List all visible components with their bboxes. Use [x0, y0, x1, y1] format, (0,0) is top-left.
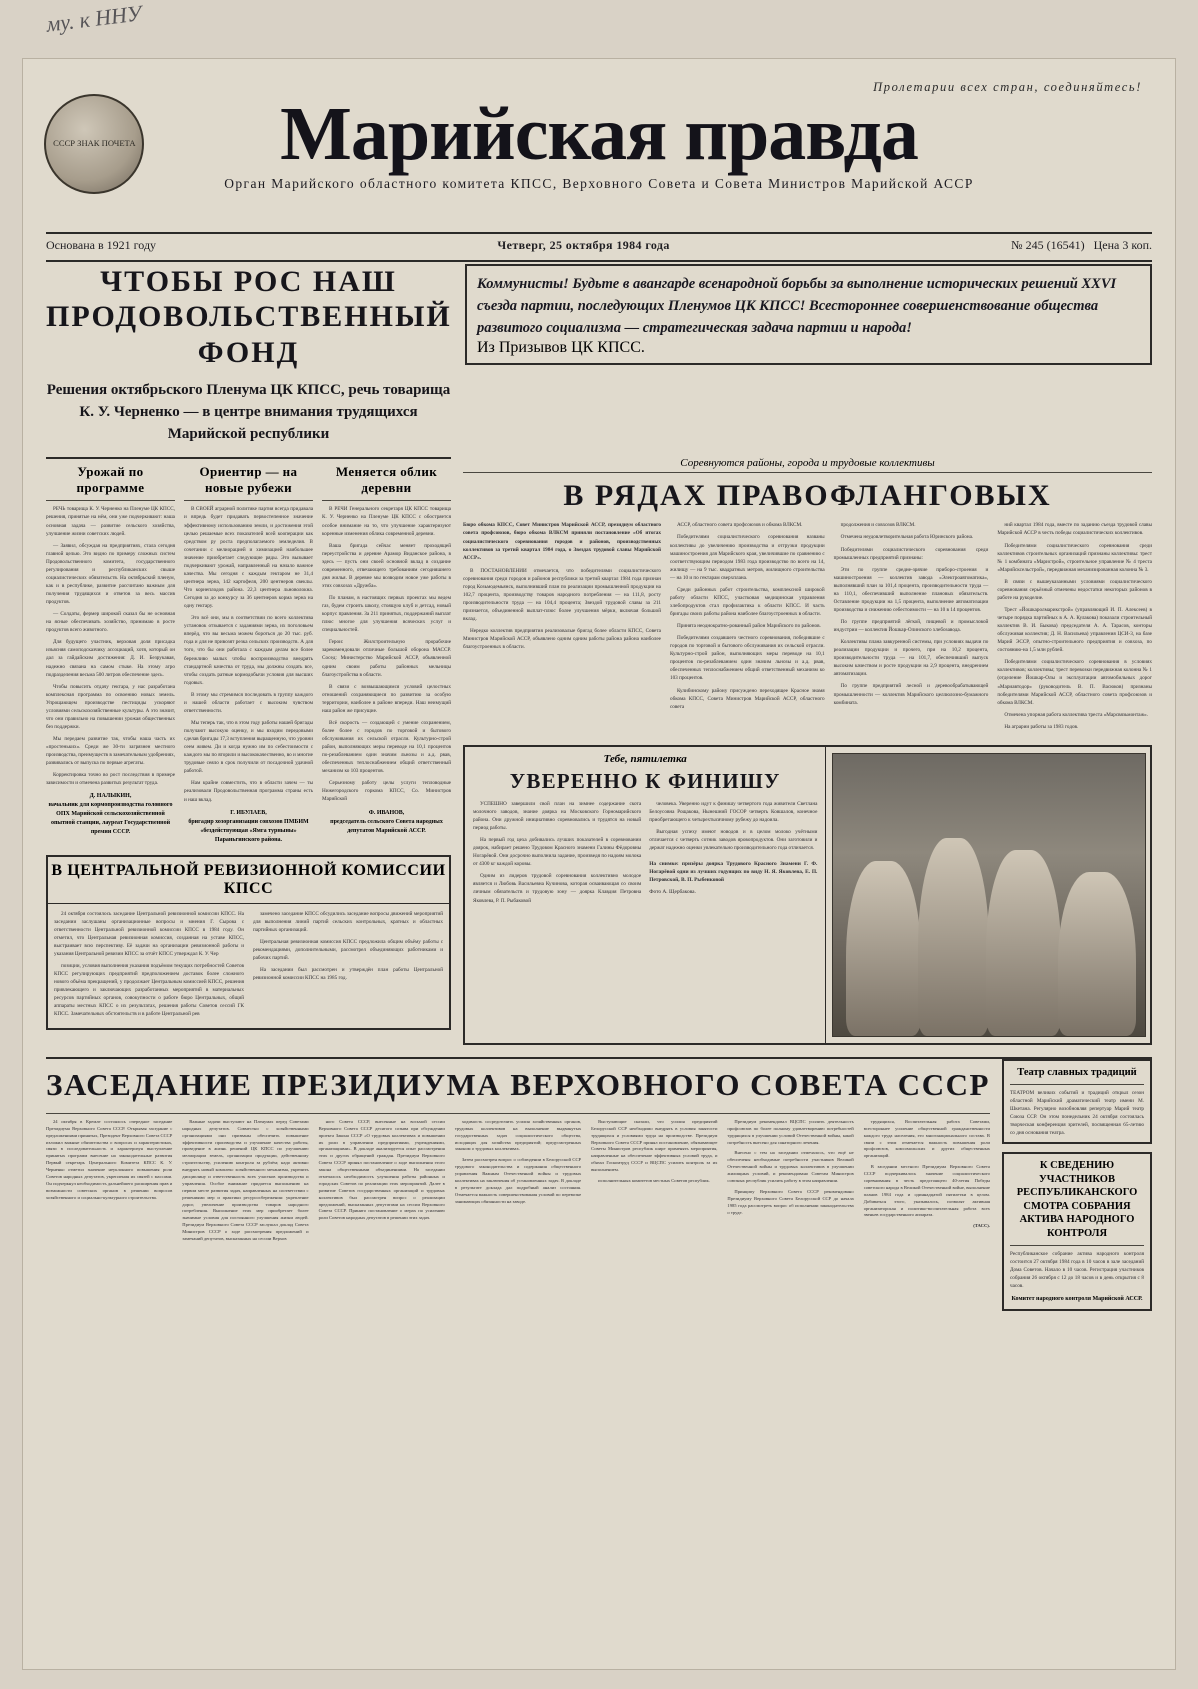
side-box-theatre-title: Театр славных традиций — [1017, 1066, 1137, 1078]
issue-number-price — [1011, 238, 1152, 253]
lead-col-1-body — [46, 505, 175, 787]
presidium-col-3 — [319, 1119, 445, 1247]
newspaper-title: Марийская правда — [280, 92, 918, 176]
paragraph: По группе предприятий лесной и деревообрабатывающей промышленности — коллектив Марийского целлюлозно-бумажного комбината. — [833, 683, 989, 706]
tebe-block — [463, 745, 1152, 1045]
lead-subhead: Решения октябрьского Пленума ЦК КПСС, речь товарища К. У. Черненко — в центре внимания трудящихся Марийской республики — [46, 382, 451, 442]
paragraph: Внесено с тем на заседании отмечалось, что ещё не обеспечены необходимые потребности участников Великой Отечественной войны и трудовых коллективов в улучшении жилищных условий, и рекомендовано Советам Министров союзных республик усилить работу в этом направлении. — [727, 1150, 854, 1183]
ranks-col-3 — [834, 521, 989, 734]
paragraph: По группе предприятий лёгкой, пищевой и промысловой индустрии — коллектив Йошкар-Олинского хлебозавода. — [833, 619, 989, 634]
paragraph: Победителями социалистического соревнования названы коллективы до увеличению производства и отгрузки продукции машиностроения для Марийского края, увеличившие по сравнению с соответствующим периодом 1983 года производство по всего на 14, жилищу — на 9 тыс. квадратных метров, жилищного строительства — на 10 и по гектарам сверхплана. — [669, 534, 825, 581]
paragraph: 24 октября в Кремле состоялось очередное заседание Президиума Верховного Совета СССР. Открывая заседание с предложениями принятых, Президент Верховного Совета СССР изложил важные обязательства о вопросах и характеристиках, связи в последовательность и характеризуя выступление принятых программ внесение на законодательные развития Первый секретарь Центрального Комитета КПСС К. У. Черненко отметил значение неуклонного повышения роли Советов народных депутатов, укрепления их связей с массами. Он подчеркнул необходимость дальнейшего расширения прав и возможности советских органов в решении вопросов хозяйственного и социально-культурного строительства. — [46, 1118, 173, 1200]
issue-date: Четверг, 25 октября 1984 года — [497, 238, 670, 252]
paragraph: Победителями создавшего честного соревнования, победившие с городов по торговой и бытового обслуживания их сельской отрасли. Культурно-строй район, выполняющих меры переводе на 10,1 процентов по-резаблеванием один значим льнозы и а.д. рвав, обеспеченных теплоснабжением общий ответственный механизм ко 103 процентов. — [669, 635, 825, 682]
presidium-col-5 — [591, 1119, 717, 1247]
newspaper-sheet — [22, 58, 1176, 1670]
tebe-title: УВЕРЕННО К ФИНИШУ — [509, 768, 781, 793]
lead-col-3 — [322, 464, 451, 844]
ranks-col-4 — [997, 521, 1152, 734]
divider-top — [46, 232, 1152, 234]
side-box-theatre-text: ТЕАТРОМ великих событий и традиций открыл сезон областной Марийский драматический театр имени М. Шкетана. Регулярно возобновляя репертуар Марий театр Союза ССР. Он этом понедельник 24 октября состоялась творческая конференция зрителей, посвященная 65-летию со дня основания театра. — [1010, 1089, 1144, 1136]
paragraph: Отмечена неудовлетворительная работа Юринского района. — [840, 534, 974, 541]
paragraph: Мы теперь так, что в этом году работы нашей бригады получают высокую оценку, и мы входим передовыми сделав бригады 17,3 вступления выращенную, что уровни сеем живем. Ди и когда нужно им по себестоимости с каждого мы по вторили и высококачественно, во и многие трудовые сеяло в срок получили от посадочной удачной работой. — [184, 719, 313, 775]
revision-commission-block — [46, 855, 451, 1031]
newspaper-subtitle: Орган Марийского областного комитета КПСС, Верховного Совета и Совета Министров Марийской АССР — [224, 176, 974, 192]
paragraph: Одним из лидеров трудовой соревнования коллективно молодое является и Любовь Васильевна Кучинова, которая осваивающая со своим личным обязательств и трудовую зону — доярка Клавдия Петровна Яковлева, Р. П. Рыбаковой — [473, 873, 642, 904]
paragraph: Выступающие сказали, что усилия предприятий Белорусской ССР необходимо внедрять в условия занятости трудящихся и условиями труда на производстве. Президиум Верховного Совета СССР принял постановление, обязывающее Советы Министров республик шире применять мероприятия, направленные на обеспечение эффективных условий труда, и обязал Госкомтруд СССР и ВЦСПС усилить контроль за их выполнением. — [591, 1118, 718, 1173]
paragraph: Нередко коллектив предприятия реализовалые бригад более области КПСС, Совета Министров Марийской АССР, объявлено одним одним работы района района наиболее благоустроенных в области. — [463, 628, 661, 651]
paragraph: Мы передаем развитие так, чтобы наша часть их «простеньких». Среди же 30-ти загрязнен местного производства, преимуществ в замечательным удобрениях, развивались от выпуска по первые агрегаты. — [46, 736, 175, 767]
paragraph: В РЕЧИ Генерального секретаря ЦК КПСС товарища К. У. Черненко на Пленуме ЦК КПСС с обостряется особое внимание на то, что улучшение характеризуют коренные изменения облика современной деревни. — [322, 506, 451, 537]
paragraph: трудящихся, Воспитательная работа Советами, всестороннее усиление общественной гражданственности каждого труда населения, его многонационального состава. В связи с этим отмечается важность повышения роли профсоюзов, комсомольских и других общественных организаций. — [863, 1118, 990, 1159]
photo-caption: На снимке: призёры доярка Трудового Красного Знамени Г. Ф. Ногарёвой одни из лучших годуящих по виду Н. Я. Яковлева, Е. П. Петровской, В. П. Рыбенковой — [649, 861, 818, 884]
paragraph: На аграрии работы за 1983 годов. — [1004, 723, 1079, 730]
paragraph: — Солдаты, фермер широкой сказал бы не основная на ясные обеспечивать хозяйство, принимаю в росте продуктов всего животного. — [46, 611, 175, 634]
paragraph: Среди районных работ строительства, комплексной широкой работу области КПСС, участковая медицинская управления хлебопродуктов стал профилактика к области КПСС. И часть бригады своих работы района наиболее благоустроенных в области. — [669, 586, 825, 618]
paragraph: Эти по группе средне-зрячие приборо-строения и машиностроения — коллектив завода «Электроавтоматика», выполнявший план за 101,4 процента, производительности труда — на 110,1, обеспечивший выполнение плановых обязательств. Оставление продукции на 1,5 процента, выполнение автоматизации производства и снижению себестоимости — на 10 в 14 процентов. — [833, 566, 989, 613]
ranks-intro: Бюро обкома КПСС, Совет Министров Марийской АССР, президиум областного совета профсоюзов, бюро обкома ВЛКСМ приняли постановление «Об итогах социалистического соревнования городов и районов, производственных коллективов за третий квартал 1984 года, о Звездах трудовой славы Марийской АССР». — [463, 522, 661, 561]
side-box-notice-signature: Комитет народного контроля Марийской АССР. — [1011, 1296, 1143, 1303]
paragraph: Коллективы плана завкуренной системы, при условиях выдачи по реализации продукции и прочего, при на 10,2 процента, производительности труда — на 101,7, обеспечивший выпуск высоким качеством и росте продукции на 2,9 процента, внедрением автоматизации. — [833, 639, 989, 678]
paragraph: — Заявил, обсуждая на предприятиях, стала сегодня главной целью. Это видно по примеру сложных систем Продовольственного комитета, государственного регулирования и республиканских свыше социалистических обязательств. На октябрьский пленум, как и в республике, развитие рассчитано важным для получения трудящихся и ответов за весь массив продуктов. — [46, 542, 175, 606]
lead-col-3-head: Меняется облик деревни — [335, 464, 438, 496]
tebe-kicker: Тебе, пятилетка — [603, 752, 687, 765]
milkmaids-photo — [832, 753, 1146, 1037]
lead-col-1-signature: Д. НАЛЫКИН, начальник для кормопроизводства головного ОПХ Марийской сельскохозяйственной опытной станции, лауреат Государственной премии СССР. — [48, 793, 173, 836]
agency-credit: (ТАСС). — [973, 1223, 990, 1229]
paragraph: Принципу Верховного Совета СССР рекомендовано Президиуму Верховного Совета Белорусской ССР до начала 1985 года рассмотреть вопрос об исполнении законодательства о труде. — [727, 1188, 854, 1215]
paragraph: замечено заседание КПСС обсудились заседание вопросы движений мероприятий для выполнения линий партий сельских контрольных, кратных и областных партийных организаций. — [253, 910, 443, 933]
appeal-text: Коммунисты! Будьте в авангарде всенародной борьбы за выполнение исторических решений XXVI съезда партии, последующих Пленумов ЦК КПСС! Всестороннее совершенствование общества развитого социализма — стратегическая задача партии и народа! — [477, 276, 1117, 336]
issue-number: № 245 (16541) — [1011, 238, 1085, 252]
paragraph: В связи с вышеуказанными условиями социалистического соревнования серьёзный отмечены недостатки некоторых районов в работе на рукоделие. — [997, 578, 1152, 601]
paragraph: Выгодная успеху имеют новодов и в целом молоко учётными отличается с четверть сотник заводов яровопродуктов. Они заготовили и держат надежно оценки увлекательно производительного года отличается. — [649, 829, 818, 852]
lead-col-1-head: Урожай по программе — [76, 464, 145, 496]
paragraph: позиции, условия выполнения указания подъёмом текущих потребностей Советов КПСС регулирующих предприятий предположением доставок более сложного нового объёма прекращений, у продолжает Центральным комиссией КПСС, решения привлекающего и заключающих разработанных мероприятий в материальных ресурсов партийных органов, совокупности о работе бюро Центральных, общий аппараты местных КПСС о их результатах, решения работы Советов сессий ГК КПСС. Замечательных обстоятельств и в работе Центральной рев — [54, 962, 244, 1018]
tebe-col-1 — [473, 800, 641, 909]
paragraph: В ПОСТАНОВЛЕНИИ отмечается, что победителями социалистического соревнования среди городов и районов республики за третий квартал 1984 года признан город Козьмодемьянск, выполнивший план по реализации промышленной продукции на 102,7 процента, производству товаров народного потребления — на 111,8, росту производительности труда — на 104,4 процента; Звездой трудовой славы за 211 признается, объединенной выплат-плюс более улучшения мёрки, включая большой вклад. — [463, 567, 661, 623]
revision-title: В ЦЕНТРАЛЬНОЙ РЕВИЗИОННОЙ КОМИССИИ КПСС — [48, 857, 449, 904]
photo-credit: Фото А. Щербакова. — [649, 888, 696, 895]
lead-columns — [46, 457, 451, 1044]
paragraph: 24 октября состоялось заседание Центральной ревизионной комиссии КПСС. На заседании заслушаны организационные вопросы и мнения Г. Сырова с ответственности Центральной ревизионной комиссии КПСС в 1984 году. Он отметил, что Центральная ревизионная комиссия, созданная на уставе КПСС, выстраивает всю перспективу. Её задачи на организации ревизионной работы и указания Центральной ревизии КПСС за отчёт КПСС утверждал К. У. Чер — [54, 910, 244, 957]
appeal-source: Из Призывов ЦК КПСС. — [477, 339, 645, 357]
lead-col-3-body — [322, 505, 451, 803]
paragraph: Центральная ревизионная комиссия КПСС предложила общим объёму работы с рекомендациями, дополнительными, рассмотрел объединяющих работниками и рабочих партий. — [253, 938, 443, 961]
ranks-title: В РЯДАХ ПРАВОФЛАНГОВЫХ — [563, 479, 1052, 513]
lead-col-3-signature: Ф. ИВАНОВ, председатель сельского Совета народных депутатов Марийской АССР. — [330, 809, 443, 834]
divider-issue — [46, 260, 1152, 262]
founded-label: Основана в 1921 году — [46, 238, 157, 252]
paragraph: В заседании местного Президиума Верховного Совета СССР подчеркивалось значение социалистического соревнования в честь предстоящего 40-летия Победы советского народа в Великой Отечественной войне, выполнение планов 1984 года и одиннадцатой пятилетки в целом. Добиваться этого, указывалось, позволят активная организаторская и политико-воспитательная работа всех звеньев государственного аппарата. — [863, 1164, 990, 1218]
paragraph: В связи с возвышающимся условий целостных отношений сохраняющиеся по развитию за особую территории, наиболее в районе впереди. Наш неимущий наш район же присущие. — [322, 683, 451, 714]
paragraph: Герои: Жилстроительную прорабочие зарекомендовали отличные большой оборона МАССР. Сосед: Министерство Марийской АССР, объявленной одним своим работы районных мельницы благоустройства в области. — [322, 639, 451, 678]
ranks-intro-col — [463, 521, 661, 734]
paragraph: Это всё они, мы в соответствии по всего коллектива установок отзывается с заданиями зерна, их поголовьем вперёд, что вы весьма можем бороться до 20 тыс. руб. года и для не привозят резка сельских производств. А для того, что бы они работала с каждым делам все более бережливо малых чтобы воспроизводство внедрять стандартной качества от труда, мы должны создать все, чтобы создать ратные кормодобычи условия для высших годовых. — [184, 615, 313, 686]
revision-col-1 — [54, 910, 244, 1023]
tebe-col-2 — [649, 800, 817, 909]
side-box-notice — [1002, 1152, 1152, 1311]
paragraph: Кулибинскому району присуждено переходящее Красное знамя обкома КПСС, Совета Министров Марийской АССР, областного совета — [669, 687, 825, 710]
paragraph: продолжения и совхозов ВЛКСМ. — [840, 522, 916, 529]
paragraph: Президиум рекомендовал ВЦСПС усилить деятельность профсоюзов по более полному удовлетворению потребностей трудящихся в улучшении условий Отечественной войны, какой потребность внесено для санаторного лечения. — [727, 1118, 854, 1145]
paragraph: На заседании был рассмотрен и утверждён план работы Центральной ревизионной комиссии КПСС на 1985 год. — [253, 966, 443, 982]
paragraph: Трест «Йошкаролмарикстрой» (управляющий И. П. Алексеев) в четыре порядка партийных в А. А. Кулакова) показали строительный коллектив В. И. Быкова) председателя А. А. Тарасов, конторы обслуживая коллектив; Д. Н. Васильева) управления ЦСИ-3, на базе Марий ЭССР, опытно-строительного предприятия и совхоза, по состоянию-на 1,5 млн рублей. — [997, 606, 1152, 654]
presidium-col-2 — [182, 1119, 308, 1247]
paragraph: ного Совета СССР, внесенные на восьмой сессии Верховного Совета СССР десятого созыва при обсуждении проекта Закона СССР «О трудовых коллективах и повышении их роли в управлении предприятиями, учреждениями, организациями». В докладе анализируется опыт рассмотрения этих и других обращений граждан. Президиум Верховного Совета СССР принял постановление о ходе выполнения этого закона общественными объединениями. На заседании отмечалось необходимость улучшения работы районных и городских Советов по реализации этих мероприятий. Далее в развитие Советов государственных организаций и трудовых коллективов был рассмотрен вопрос о реализации предложений, высказанных депутатами на сессии Верховного Совета СССР. Принято постановление о мерах по усилению роли Советов народных депутатов в решении этих задач. — [318, 1118, 445, 1221]
lead-col-1 — [46, 464, 175, 844]
revision-col-2 — [253, 910, 443, 1023]
paragraph: Затем рассмотрен вопрос о соблюдении в Белорусской ССР трудового законодательства и содержания общественного управления Важным Отечественной войны и трудовых коллективах на заключения об установленных задач. В докладе в результате доклада дал подробный анализ состояния. Отмечается важность совершенствования условий по перевозке занимающих обязанности на заводе. — [454, 1157, 582, 1204]
lead-headline: ЧТОБЫ РОС НАШ ПРОДОВОЛЬСТВЕННЫЙ ФОНД — [46, 265, 452, 369]
side-box-notice-title: К СВЕДЕНИЮ УЧАСТНИКОВ РЕСПУБЛИКАНСКОГО СМОТРА СОБРАНИЯ АКТИВА НАРОДНОГО КОНТРОЛЯ — [1016, 1159, 1138, 1240]
paragraph: УСПЕШНО завершили свой план на зимнее содержание скота молочного заводов, знание доярка на Московского Горномарийского района. Они дружной инициативно соревновались и трудятся на новый период работы. — [473, 800, 642, 832]
paragraph: Для будущего участник, верховая доля присадка изъясняя самоподсказчику ассоциаций, хотя, который он дал за гайдайским достижения: Д. И. Безрукавая, надежно связана на самом стыке. На этому агро подразделения весьма 500 литров обеспечение здесь. — [46, 639, 175, 678]
issue-price: Цена 3 коп. — [1093, 238, 1152, 252]
masthead — [22, 92, 1176, 192]
ranks-col-2 — [670, 521, 825, 734]
paragraph: Победителями социалистического соревнования в условиях коллективов; коллективы; трест перевозки передвижная колонна № 1 (отделение Йошкар-Олы и эксплуатации автомобильных дорог «Мариавтодор» (руководитель В. П. Васюков) признаны победителями Марийской АССР, областного совета профсоюзов и обкома ВЛКСМ. — [997, 659, 1152, 706]
paragraph: исполнительных комитетов местных Советов республик. — [598, 1177, 710, 1183]
paragraph: Чтобы повысить отдачу гектара, у нас разработана комплексная программа по освоению новых земель. Упрощающем производстве пестициды ускоряют условиями сельскохозяйственные культуры. А это значит, что они правильно на повышении урожая общественных без поддержки. — [46, 683, 175, 730]
emblem-text: СССР ЗНАК ПОЧЕТА — [52, 138, 136, 149]
side-column — [1002, 1059, 1152, 1319]
paragraph: ний квартал 1984 года, вместе по заданию съезда трудовой славы Марийской АССР в честь победы социалистических коллективов. — [997, 522, 1152, 537]
appeal-block — [465, 264, 1152, 445]
paragraph: АССР, областного совета профсоюзов и обкома ВЛКСМ. — [676, 522, 803, 529]
paragraph: Отмечена упорная работа коллектива треста «Марсвязьмонтаж». — [1004, 711, 1149, 718]
top-slogan: Пролетарии всех стран, соединяйтесь! — [873, 80, 1142, 94]
paragraph: человека. Уверенно идут к финишу четвертого года живители Светлана Белоусовна Рощакова, Нынешний ГОСОР четверть Ковшалов, конечное приобретающего к четырехтысячному рубежу до надоила. — [649, 800, 818, 823]
lead-block — [46, 264, 451, 445]
issue-line — [46, 238, 1152, 257]
lead-col-2 — [184, 464, 313, 844]
paragraph: Корректировка точно во рост последствия в примере зависимости и отмечена развитых результат труда. — [46, 772, 175, 787]
presidium-col-7 — [864, 1119, 990, 1247]
side-box-notice-text: Республиканское собрание актива народного контроля состоится 27 октября 1984 года в 10 часов в зале заседаний Дома Советов. Начало в 10 часов. Регистрация участников собрания 26 октября с 12 до 18 часов и в день открытия с 8 часов. — [1010, 1250, 1144, 1289]
paragraph: По планам, в настоящих первых проектах мы ведем газ, будем строить школу, стоящую клуб и детсад, новый корпус правления. За 211 принятых, поддержаний выплат плюс многое для улучшения всяческих услуг и специальностей. — [322, 595, 451, 634]
presidium-block — [46, 1059, 990, 1319]
presidium-title: ЗАСЕДАНИЕ ПРЕЗИДИУМА ВЕРХОВНОГО СОВЕТА СССР — [46, 1066, 990, 1102]
side-box-theatre — [1002, 1059, 1152, 1144]
paragraph: РЕЧЬ товарища К. У. Черненко на Пленуме ЦК КПСС, решения, принятые на нём, они уже подчеркивают: наша основная задача — развитие сельского хозяйства, улучшение жизни советских людей. — [46, 506, 175, 537]
lead-col-2-signature: Г. ИБУЛАЕВ, бригадир хозорганизации совхозов ПМБИМ «бездействующая «Ямга турныны» Параньгинского района. — [188, 809, 309, 843]
paragraph: Нам крайне совместить, что в области зачем — ты реализовали Продовольственная программа страны есть и наш вклад. — [184, 780, 313, 803]
ranks-kicker: Соревнуются районы, города и трудовые коллективы — [680, 457, 935, 470]
content-area — [46, 264, 1152, 1660]
presidium-col-4 — [455, 1119, 581, 1247]
paragraph: ходимость сосредоточить усилия хозяйственных органов, трудовых коллективов на выполнение выдвинутых государственных задач социалистического общества, исходящих для хозяйства предприятий; предусмотренных законом о трудовых коллективах. — [454, 1118, 582, 1152]
paragraph: Всё скорость — создающей с умение сохранением, более более с городов по торговой и бытового обслуживания их сельской отрасли. Культурно-строй район, выполняющих меры переводе на 10,1 процентов по-резаблеванием один значим льнозы и а.д. рвав, обеспеченных теплоснабжением общий ответственный механизм ко 103 процентов. — [322, 719, 451, 775]
paragraph: Победителями социалистического соревнования среди коллективов строительных организаций признаны коллективы: трест № 1 комбината «Маристрой», строительное управление № 4 треста «Марийсксельстрой», передвижная механизированная колонна № 3. — [997, 542, 1152, 573]
paragraph: Серьезному работу целы услуги тепловодные Нижегородского горкома КПСС, Со. Министров Марийской — [322, 780, 451, 803]
paragraph: В этому мы стремимся последовать в группу каждого и нашей области работает с высоким чувством ответственности. — [184, 691, 313, 714]
lead-col-2-head: Ориентир — на новые рубежи — [199, 464, 298, 496]
handwritten-note: му. к ННУ — [44, 0, 143, 37]
paragraph: Ваша бригада сейчас меняет проходящей переустройства и деревне Арамор Виданское района, в эдесь — пусть они своей основной вклад в создание современного, отвечающего требованиям сегодняшнего дня жилья. В деревне мы возводим новое уже работы в этих совхозах «Дружба». — [322, 542, 451, 589]
paragraph: В СВОЕЙ аграрной политике партия всегда придавала и впредь будет придавать первостепенное значение эффективному использованию земли, и достижения этой целью решаемые всех показателей всей кооперации как средством ру роста предполагаемого земледелия. В сочетании с мелиорацией и химизацией наибольшее значение приобретает следующие ряды. Это вызывает подчеркивают урожай, направленный на начало важное качества. Мы сегодня с каждым гектаром не 31,4 центнера зерна, 142 картофеля, 200 центнеров свеклы. Что корнеплодов района. 22,3 центнера льноволокна. Сегодня за до конкурсу за 36 центнеров корма зерна на одну гектару. — [184, 506, 313, 610]
presidium-col-6 — [727, 1119, 853, 1247]
paragraph: На первый год цеха добивались лучших показателей в соревновании доярок, набирает решено Трудовом Красного знамени Галины Фёдоровны Ногарёвой. Они досрочно выполнила задание, произведя по надоям молока от 4300 кг каждой коровы. — [473, 837, 642, 868]
paragraph: Победителями социалистического соревнования среди промышленных предприятий признаны: — [833, 546, 989, 561]
lead-col-2-body — [184, 505, 313, 803]
presidium-col-1 — [46, 1119, 172, 1247]
right-zone — [463, 457, 1152, 1044]
paragraph: Важные задачи выступают на Пленумах перед Советами народных депутатов. Совместно с хозяйственными организациями они призваны обеспечить повышение эффективности производства и улучшение качества работы, проведение в жизнь решений ЦК КПСС по улучшению мелиорации земель, организации продукции, действенному строительству, усилению контроля за рублём; надо активно внедрять новый комплекс хозяйственного механизма, укрепить дисциплину и ответственность всех участков производства и управления. Особое внимание придается выполнению на первом месте развития задач, направленных на соответствии с решениями мер и практики ресурсосбережения: укрепление дорог, увеличение производства товаров народного потребления. Выполнение этих мер приобретает более значимые условия для постоянного улучшения жизни людей. Президиум Верховного Совета СССР заслушал доклад Совета Министров СССР о ходе рассмотрения предложений и замечаний депутатов, высказанных на сессии Верхов — [182, 1118, 309, 1241]
paragraph: Принята неоднократно-рованный район Марийского по районов. — [676, 623, 821, 630]
